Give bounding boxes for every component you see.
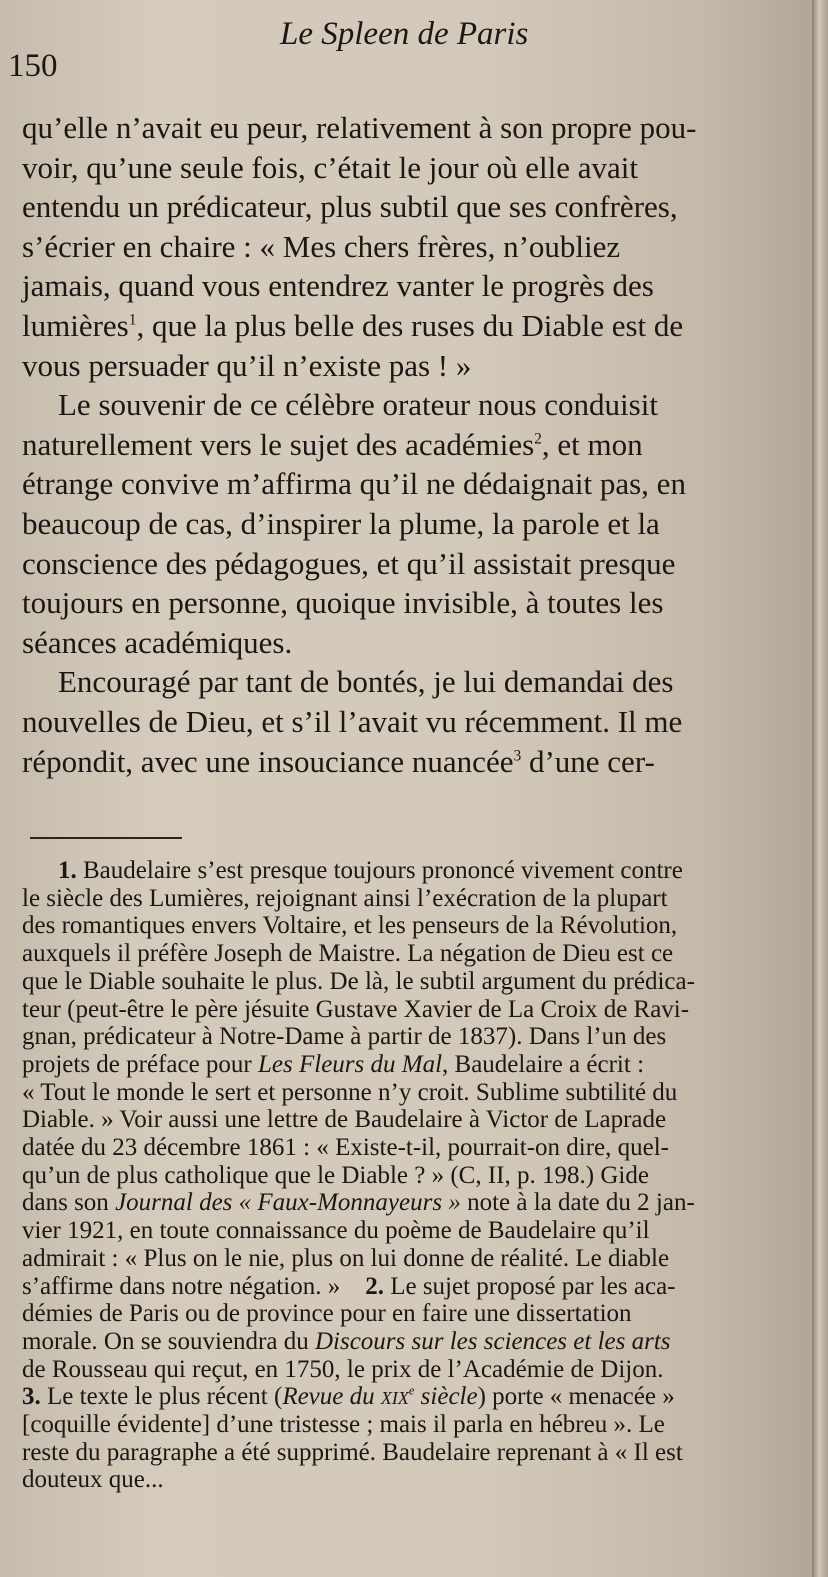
- journal-title: [282, 1383, 477, 1410]
- footnote-line: de Rousseau qui reçut, en 1750, le prix de l’Académie de Dijon.: [22, 1355, 664, 1383]
- text-line: [22, 306, 812, 346]
- main-text: [22, 108, 812, 781]
- footnote-text: Revue du: [282, 1383, 381, 1411]
- book-title: Discours sur les sciences et les arts: [314, 1327, 671, 1355]
- text-line: conscience des pédagogues, et qu’il assistait presque: [22, 545, 676, 581]
- footnote-line: [22, 1051, 812, 1079]
- footnote-line: « Tout le monde le sert et personne n’y croit. Sublime subtilité du: [22, 1078, 678, 1106]
- book-title: Journal des « Faux-Monnayeurs »: [115, 1189, 461, 1217]
- text-line: voir, qu’une seule fois, c’était le jour où elle avait: [22, 149, 638, 185]
- text-line: étrange convive m’affirma qu’il ne dédaignait pas, en: [22, 466, 686, 502]
- text-fragment: répondit, avec une insouciance nuancée: [22, 743, 514, 779]
- text-line: beaucoup de cas, d’inspirer la plume, la parole et la: [22, 505, 660, 541]
- footnote-line: admirait : « Plus on le nie, plus on lui donne de réalité. Le diable: [22, 1244, 670, 1272]
- footnote-separator: [30, 837, 182, 839]
- footnote-text: Baudelaire s’est presque toujours prononcé vivement contre: [76, 857, 683, 884]
- footnote-line: [22, 1189, 812, 1217]
- text-line: qu’elle n’avait eu peur, relativement à son propre pou-: [22, 110, 697, 145]
- book-title: Les Fleurs du Mal: [258, 1050, 443, 1078]
- paragraph-1: [22, 108, 812, 385]
- footnote-text: note à la date du 2 jan-: [460, 1189, 695, 1217]
- footnote-line: vier 1921, en toute connaissance du poème de Baudelaire qu’il: [22, 1217, 650, 1245]
- note-ref-2[interactable]: 2: [534, 430, 542, 448]
- footnote-text: Le sujet proposé par les aca-: [383, 1272, 676, 1300]
- footnote-line: le siècle des Lumières, rejoignant ainsi l’exécration de la plupart: [22, 884, 668, 912]
- footnote-line: [22, 857, 812, 885]
- footnote-line: reste du paragraphe a été supprimé. Baudelaire reprenant à « Il est: [22, 1438, 683, 1466]
- text-fragment: lumières: [22, 307, 129, 343]
- footnote-line: démies de Paris ou de province pour en faire une dissertation: [22, 1300, 632, 1328]
- text-line: [22, 742, 812, 782]
- text-line: toujours en personne, quoique invisible, à toutes les: [22, 585, 664, 621]
- footnote-text: projets de préface pour: [22, 1050, 258, 1078]
- footnote-line: des romantiques envers Voltaire, et les penseurs de la Révolution,: [22, 912, 678, 940]
- footnote-text: dans son: [22, 1189, 116, 1217]
- text-line: entendu un prédicateur, plus subtil que ses confrères,: [22, 189, 678, 225]
- text-fragment: , et mon: [541, 426, 643, 462]
- footnote-line: [22, 1273, 812, 1301]
- paragraph-2: [22, 385, 812, 662]
- note-ref-3[interactable]: 3: [513, 747, 522, 765]
- footnotes: [22, 857, 812, 1494]
- footnote-text: s’affirme dans notre négation. »: [22, 1272, 341, 1300]
- footnote-line: gnan, prédicateur à Notre-Dame à partir de 1837). Dans l’un des: [22, 1023, 667, 1051]
- paragraph-3: [22, 662, 812, 781]
- footnote-line: douteux que...: [22, 1466, 164, 1494]
- superscript: e: [408, 1384, 415, 1399]
- page-number: 150: [8, 48, 58, 84]
- page-edge: [812, 0, 828, 1577]
- text-line: séances académiques.: [22, 624, 293, 660]
- footnote-number-1: 1.: [58, 857, 77, 884]
- footnote-line: datée du 23 décembre 1861 : « Existe-t-il, pourrait-on dire, quel-: [22, 1134, 670, 1162]
- footnote-line: [coquille évidente] d’une tristesse ; mais il parla en hébreu ». Le: [22, 1411, 665, 1439]
- footnote-line: auxquels il préfère Joseph de Maistre. La négation de Dieu est ce: [22, 940, 674, 968]
- text-line: jamais, quand vous entendrez vanter le progrès des: [22, 268, 654, 304]
- footnote-line: teur (peut-être le père jésuite Gustave Xavier de La Croix de Ravi-: [22, 995, 690, 1023]
- century-numeral: xix: [380, 1383, 409, 1411]
- text-line: nouvelles de Dieu, et s’il l’avait vu récemment. Il me: [22, 703, 683, 739]
- footnote-line: que le Diable souhaite le plus. De là, le subtil argument du prédica-: [22, 967, 695, 995]
- footnote-line: [22, 1383, 812, 1411]
- footnote-text: Le texte le plus récent (: [40, 1383, 283, 1411]
- text-fragment: d’une cer-: [521, 743, 655, 779]
- text-line: Le souvenir de ce célèbre orateur nous conduisit: [58, 387, 658, 423]
- text-line: Encouragé par tant de bontés, je lui demandai des: [58, 664, 674, 700]
- footnote-line: [22, 1328, 812, 1356]
- footnote-number-3: 3.: [22, 1383, 41, 1411]
- footnote-line: qu’un de plus catholique que le Diable ? » (C, II, p. 198.) Gide: [22, 1161, 649, 1189]
- text-fragment: naturellement vers le sujet des académies: [22, 426, 535, 462]
- text-line: [22, 425, 812, 465]
- note-ref-1[interactable]: 1: [128, 311, 137, 329]
- text-line: vous persuader qu’il n’existe pas ! »: [22, 347, 472, 383]
- footnote-text: morale. On se souviendra du: [22, 1327, 315, 1355]
- footnote-text: , Baudelaire a écrit :: [442, 1050, 645, 1078]
- text-fragment: , que la plus belle des ruses du Diable est de: [136, 307, 684, 343]
- running-title: Le Spleen de Paris: [280, 16, 529, 52]
- text-line: s’écrier en chaire : « Mes chers frères, n’oubliez: [22, 228, 621, 264]
- footnote-text: ) porte « menacée »: [477, 1383, 675, 1411]
- footnote-text: siècle: [414, 1383, 478, 1411]
- footnote-line: Diable. » Voir aussi une lettre de Baudelaire à Victor de Laprade: [22, 1106, 667, 1134]
- footnote-number-2: 2.: [365, 1272, 384, 1300]
